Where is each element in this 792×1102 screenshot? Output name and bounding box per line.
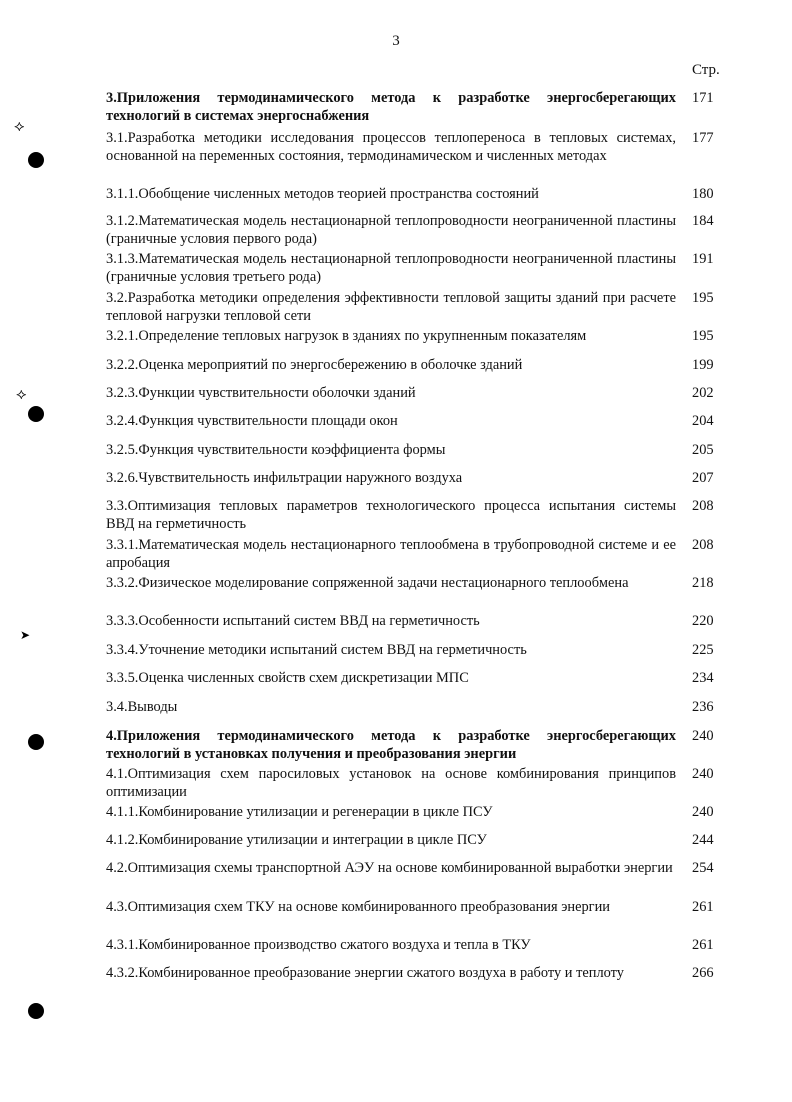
toc-entry-title: 3.1.1.Обобщение численных методов теорией пространства состояний — [106, 186, 539, 202]
punch-hole-mark — [28, 152, 44, 168]
toc-entry-title: 4.2.Оптимизация схемы транспортной АЭУ на основе комбинированной выработки энергии — [106, 860, 673, 876]
toc-entry-page: 234 — [692, 670, 714, 686]
toc-entry-page: 195 — [692, 328, 714, 344]
toc-entry-page: 240 — [692, 728, 714, 744]
toc-entry-title: 4.1.2.Комбинирование утилизации и интеграции в цикле ПСУ — [106, 832, 487, 848]
toc-entry-page: 177 — [692, 130, 714, 146]
toc-entry-page: 254 — [692, 860, 714, 876]
toc-entry-page: 261 — [692, 899, 714, 915]
toc-entry-title: 4.1.1.Комбинирование утилизации и регенерации в цикле ПСУ — [106, 804, 493, 820]
toc-entry-title: 3.Приложения термодинамического метода к разработке энергосберегающих технологий в системах энергоснабжения — [106, 90, 676, 124]
toc-entry — [106, 537, 718, 577]
punch-hole-mark — [28, 734, 44, 750]
toc-entry-page: 208 — [692, 498, 714, 514]
toc-entry-title: 3.2.Разработка методики определения эффективности тепловой защиты зданий при расчете тепловой нагрузки тепловой сети — [106, 290, 676, 324]
toc-entry-title: 3.3.4.Уточнение методики испытаний систем ВВД на герметичность — [106, 642, 527, 658]
toc-entry-page: 236 — [692, 699, 714, 715]
toc-entry-title: 3.3.2.Физическое моделирование сопряженной задачи нестационарного теплообмена — [106, 575, 629, 591]
toc-entry-page: 180 — [692, 186, 714, 202]
toc-entry-page: 208 — [692, 537, 714, 553]
toc-entry-title: 3.3.5.Оценка численных свойств схем дискретизации МПС — [106, 670, 469, 686]
toc-entry — [106, 90, 718, 130]
toc-entry — [106, 899, 718, 939]
toc-entry — [106, 290, 718, 330]
toc-entry — [106, 766, 718, 806]
toc-entry-title: 4.Приложения термодинамического метода к разработке энергосберегающих технологий в установках получения и преобразования энергии — [106, 728, 676, 762]
toc-entry — [106, 575, 718, 615]
toc-entry-title: 3.2.6.Чувствительность инфильтрации наружного воздуха — [106, 470, 463, 486]
toc-entry-page: 225 — [692, 642, 714, 658]
toc-entry-title: 3.2.5.Функция чувствительности коэффициента формы — [106, 442, 446, 458]
toc-entry-page: 202 — [692, 385, 714, 401]
toc-entry — [106, 965, 718, 1005]
toc-entry-page: 218 — [692, 575, 714, 591]
toc-entry-title: 3.2.1.Определение тепловых нагрузок в зданиях по укрупненным показателям — [106, 328, 587, 344]
toc-entry — [106, 498, 718, 538]
toc-entry-title: 3.2.3.Функции чувствительности оболочки зданий — [106, 385, 416, 401]
toc-entry-page: 199 — [692, 357, 714, 373]
toc-entry-title: 3.1.Разработка методики исследования процессов теплопереноса в тепловых системах, основанной на переменных состояния, термодинамическом и численных методах — [106, 130, 676, 164]
toc-entry — [106, 860, 718, 900]
punch-hole-mark — [28, 1003, 44, 1019]
scan-mark-icon: ➤ — [20, 628, 31, 642]
toc-entry-page: 240 — [692, 804, 714, 820]
toc-entry-title: 3.3.3.Особенности испытаний систем ВВД на герметичность — [106, 613, 480, 629]
toc-entry-title: 3.1.3.Математическая модель нестационарной теплопроводности неограниченной пластины (граничные условия третьего рода) — [106, 251, 676, 285]
scan-mark-icon: ⟡ — [14, 116, 25, 135]
toc-entry-page: 207 — [692, 470, 714, 486]
toc-entry-title: 3.3.1.Математическая модель нестационарного теплообмена в трубопроводной системе и ее апробация — [106, 537, 676, 571]
toc-entry-title: 3.1.2.Математическая модель нестационарной теплопроводности неограниченной пластины (граничные условия первого рода) — [106, 213, 676, 247]
toc-entry-page: 240 — [692, 766, 714, 782]
toc-entry-title: 4.3.1.Комбинированное производство сжатого воздуха и тепла в ТКУ — [106, 937, 531, 953]
toc-entry-page: 191 — [692, 251, 714, 267]
toc-entry-page: 205 — [692, 442, 714, 458]
toc-entry-page: 184 — [692, 213, 714, 229]
punch-hole-mark — [28, 406, 44, 422]
scan-mark-icon: ⟡ — [16, 384, 27, 403]
toc-entry-title: 3.2.2.Оценка мероприятий по энергосбережению в оболочке зданий — [106, 357, 523, 373]
toc-entry — [106, 251, 718, 291]
page-number: 3 — [392, 33, 400, 49]
toc-entry-page: 261 — [692, 937, 714, 953]
toc-entry-title: 4.1.Оптимизация схем паросиловых установок на основе комбинирования принципов оптимизации — [106, 766, 676, 800]
toc-entry-page: 244 — [692, 832, 714, 848]
toc-entry-title: 3.2.4.Функция чувствительности площади окон — [106, 413, 398, 429]
page-column-label: Стр. — [692, 62, 720, 78]
toc-entry-page: 195 — [692, 290, 714, 306]
toc-entry-page: 171 — [692, 90, 714, 106]
toc-entry-page: 220 — [692, 613, 714, 629]
toc-entry-title: 4.3.Оптимизация схем ТКУ на основе комбинированного преобразования энергии — [106, 899, 610, 915]
toc-entry — [106, 213, 718, 253]
toc-entry-page: 204 — [692, 413, 714, 429]
toc-entry — [106, 130, 718, 170]
toc-entry — [106, 728, 718, 768]
toc-entry-page: 266 — [692, 965, 714, 981]
toc-entry-title: 3.4.Выводы — [106, 699, 178, 715]
toc-entry-title: 4.3.2.Комбинированное преобразование энергии сжатого воздуха в работу и теплоту — [106, 965, 624, 981]
toc-entry-title: 3.3.Оптимизация тепловых параметров технологического процесса испытания системы ВВД на герметичность — [106, 498, 676, 532]
